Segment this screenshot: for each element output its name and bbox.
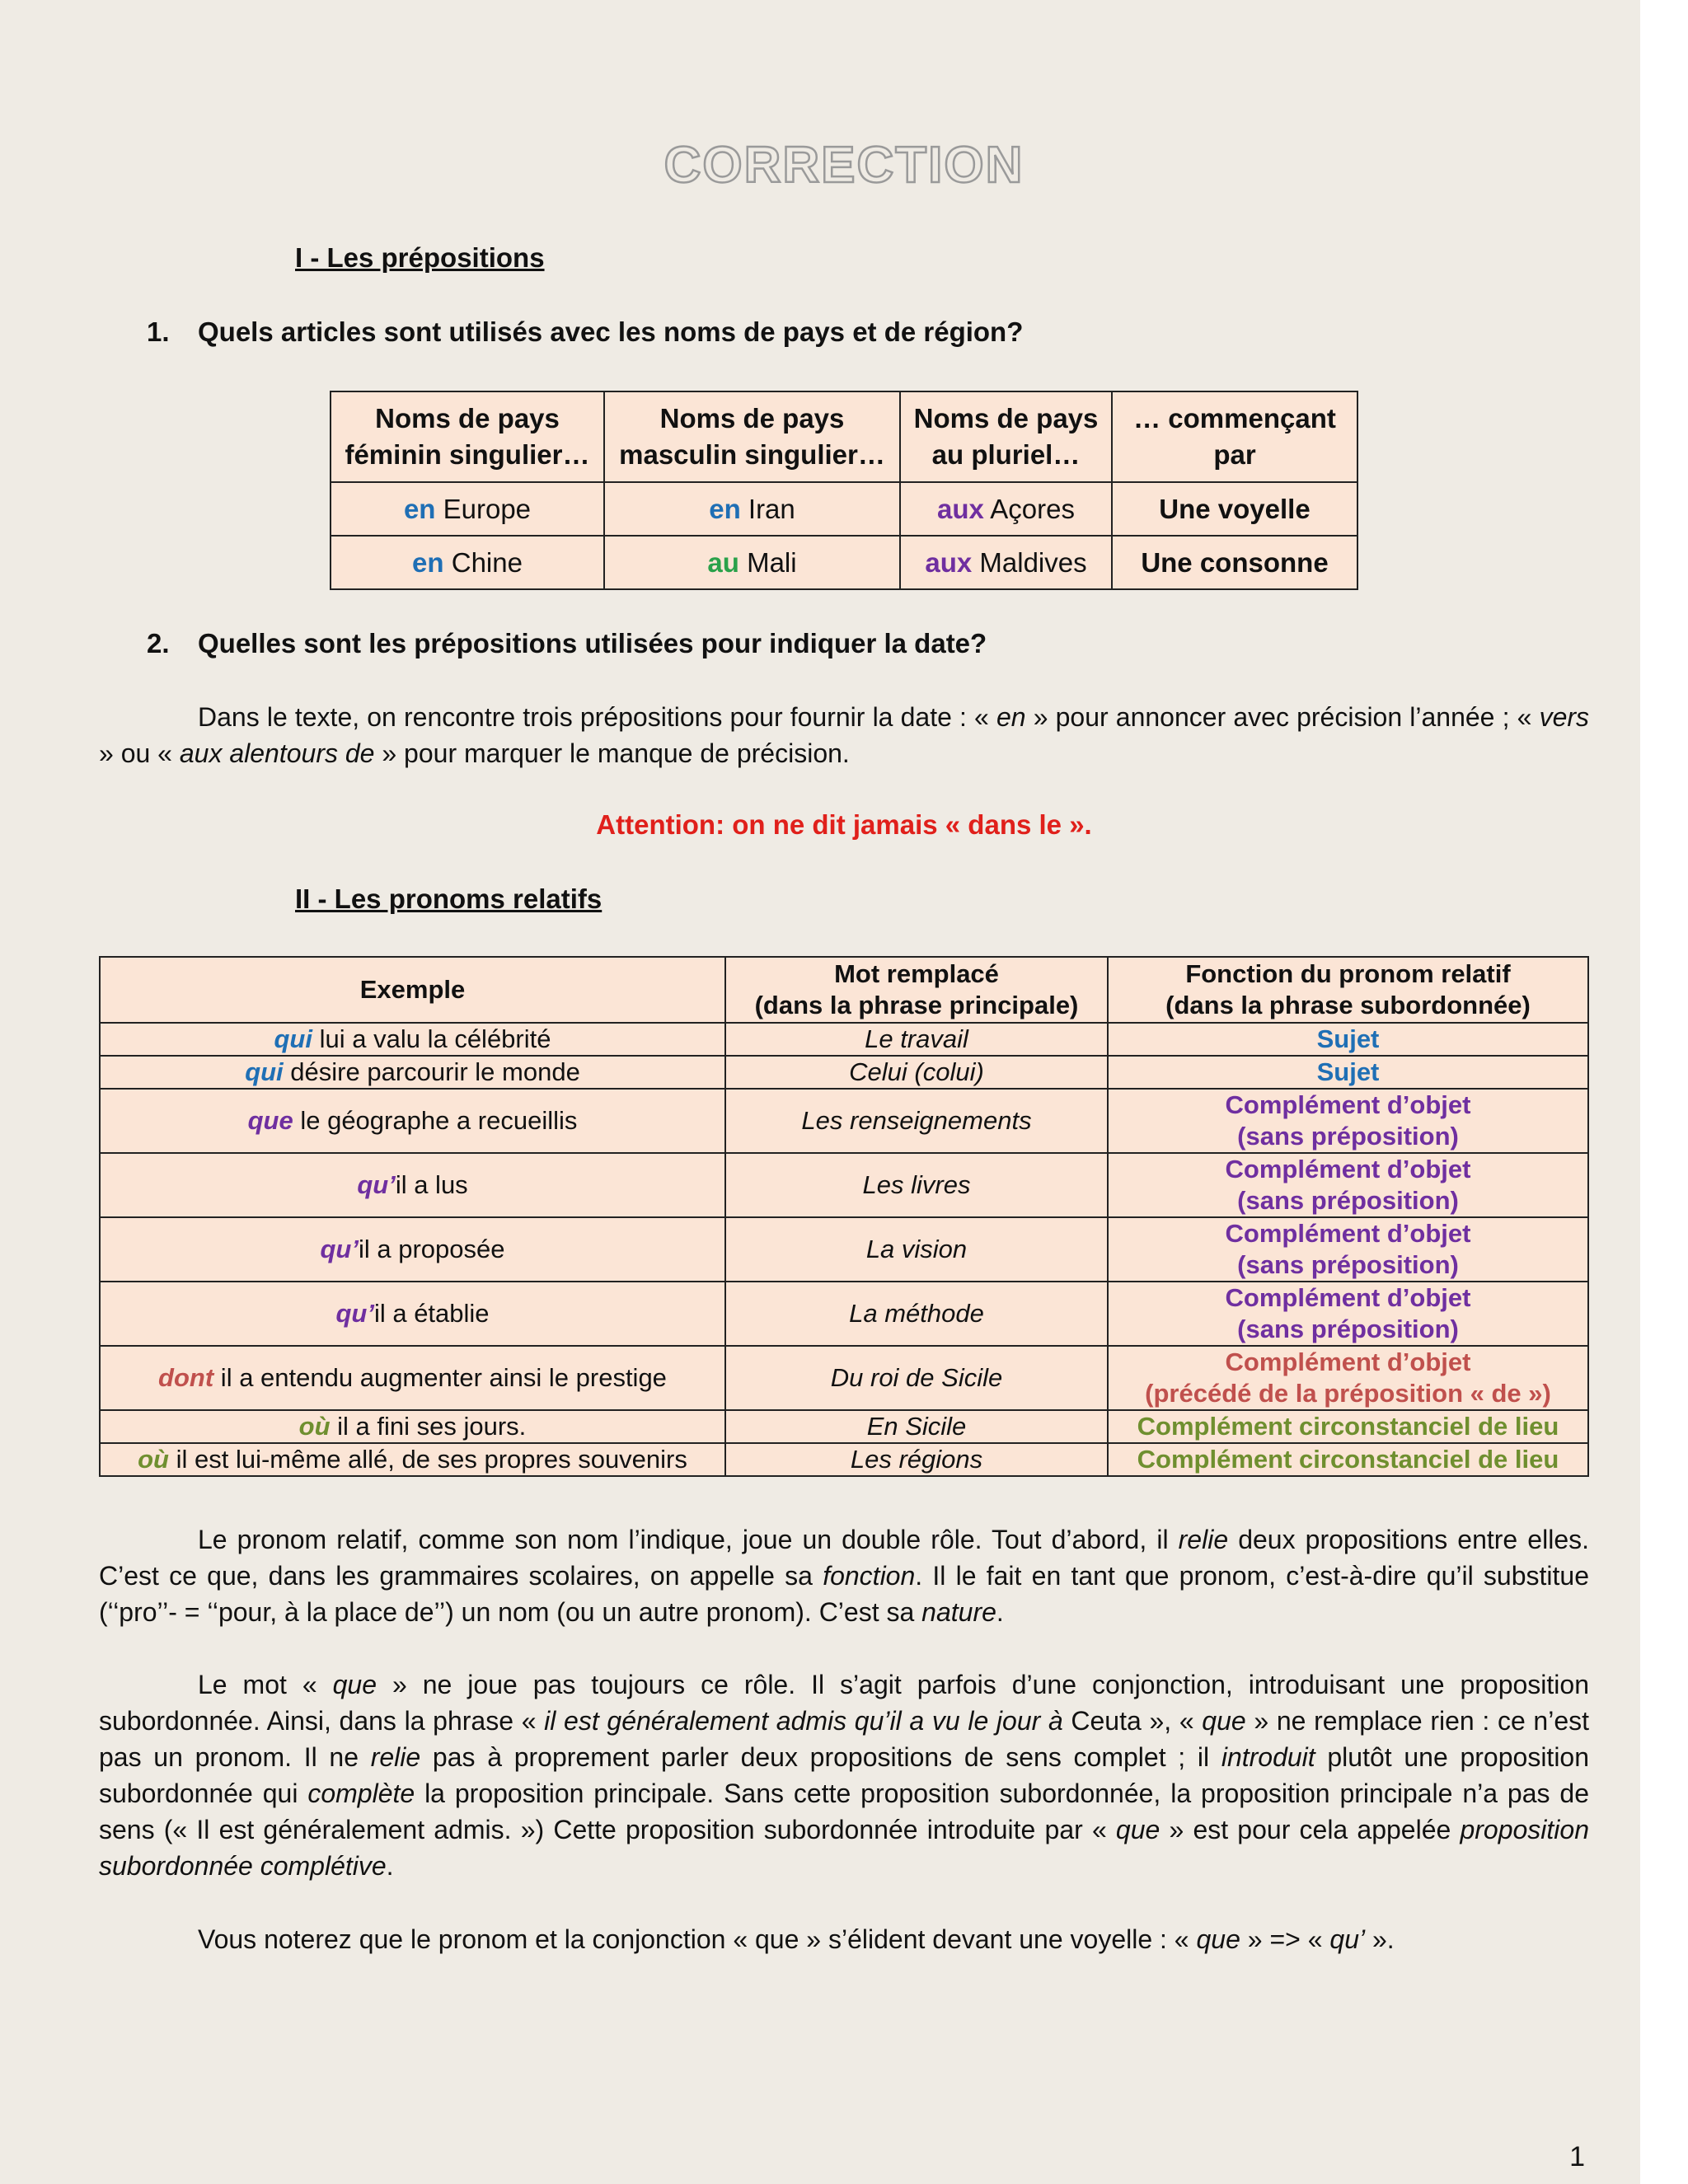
table-row [100,1410,1588,1443]
example-text: il a établie [373,1299,490,1328]
pronouns-table [99,956,1589,1477]
replaced-word-cell: Les régions [725,1443,1108,1476]
example-cell [100,1217,725,1282]
relative-pronoun: dont [158,1363,214,1392]
table-header-cell: Mot remplacé (dans la phrase principale) [725,957,1108,1023]
table-header-row [331,391,1357,482]
replaced-word-cell: En Sicile [725,1410,1108,1443]
country: Maldives [972,546,1087,578]
replaced-word-cell: Du roi de Sicile [725,1346,1108,1410]
replaced-word-cell: Les renseignements [725,1089,1108,1153]
example-text: il a entendu augmenter ainsi le prestige [213,1363,667,1392]
function-cell: Complément d’objet (sans préposition) [1108,1089,1588,1153]
text: » est pour cela appelée [1160,1815,1461,1844]
paragraph-dates [99,699,1589,771]
question-2: Quelles sont les prépositions utilisées pour indiquer la date? [198,628,987,658]
table-row [100,1443,1588,1476]
table-row [331,536,1357,589]
text: pas à proprement parler deux propositions de sens complet ; il [420,1742,1221,1772]
question-1-number: 1. [147,316,170,347]
relative-pronoun: qu’ [357,1170,396,1199]
example-text: il a lus [395,1170,468,1199]
paragraph-relative-pronoun [99,1521,1589,1630]
example-text: il a fini ses jours. [330,1412,527,1441]
function-cell: Sujet [1108,1056,1588,1089]
article: au [707,546,739,578]
text: que [1115,1815,1160,1844]
text: plutôt une proposition subordonnée qui [99,1742,1590,1808]
text: relie [370,1742,421,1772]
text: » => « [1240,1924,1330,1954]
text: aux alentours de [179,738,375,768]
page-title: CORRECTION [663,137,1025,194]
function-cell: Complément circonstanciel de lieu [1108,1410,1588,1443]
table-row [100,1023,1588,1056]
table-header-cell: Noms de pays féminin singulier… [331,391,604,482]
table-row [100,1089,1588,1153]
table-header-cell: Fonction du pronom relatif (dans la phrase subordonnée) [1108,957,1588,1023]
table-row [100,1282,1588,1346]
article: en [403,493,436,524]
text: que [1202,1706,1246,1736]
relative-pronoun: où [298,1412,331,1441]
text: » ne joue pas toujours ce rôle. Il s’agit parfois d’une conjonction, introduisant une proposition subordonnée. Ainsi, dans la phrase « [99,1670,1590,1736]
article: aux [925,546,973,578]
page-number: 1 [1569,2141,1585,2172]
example-text: il est lui-même allé, de ses propres souvenirs [169,1445,687,1474]
text: relie [1178,1525,1229,1554]
example-cell [100,1346,725,1410]
article: en [412,546,444,578]
text: Dans le texte, on rencontre trois prépositions pour fournir la date : « [198,702,996,732]
text: Le mot « [198,1670,333,1699]
text: deux propositions entre elles. C’est ce que, dans les grammaires scolaires, on appelle sa [99,1525,1590,1591]
example-text: lui a valu la célébrité [312,1024,551,1053]
replaced-word-cell: Le travail [725,1023,1108,1056]
text: . [386,1851,394,1881]
article: aux [937,493,984,524]
text: » pour marquer le manque de précision. [374,738,850,768]
text: complète [307,1779,415,1808]
table-cell [604,536,900,589]
example-text: il a proposée [358,1235,505,1263]
example-cell [100,1056,725,1089]
function-cell: Complément d’objet (sans préposition) [1108,1217,1588,1282]
text: » ou « [99,738,180,768]
table-header-cell: Noms de pays masculin singulier… [604,391,900,482]
country: Europe [435,493,532,524]
example-text: le géographe a recueillis [293,1106,578,1135]
table-header-cell: Noms de pays au pluriel… [900,391,1112,482]
paragraph-conjunction [99,1666,1589,1884]
country: Açores [983,493,1075,524]
table-header-cell: … commençant par [1112,391,1357,482]
text: Ceuta », « [1062,1706,1203,1736]
text: Vous noterez que le pronom et la conjonction « que » s’élident devant une voyelle : « [198,1924,1197,1954]
text: » pour annoncer avec précision l’année ; « [1025,702,1540,732]
question-2-number: 2. [147,628,170,658]
table-row [100,1217,1588,1282]
table-cell: Une voyelle [1112,482,1357,536]
example-cell [100,1282,725,1346]
text: proposition subordonnée complétive [99,1815,1589,1881]
text: fonction [823,1561,916,1591]
paragraph-elision [99,1921,1589,1957]
table-cell [331,482,604,536]
table-cell: Une consonne [1112,536,1357,589]
example-cell [100,1443,725,1476]
text: la proposition principale. Sans cette proposition subordonnée, la proposition principale n’a pas de sens (« Il est généralement admis. ») Cette proposition subordonnée introduite par « [99,1779,1590,1844]
relative-pronoun: qui [245,1057,284,1086]
text: que [332,1670,377,1699]
text: . Il le fait en tant que pronom, c’est-à-dire qu’il substitue (‘‘pro’’- = ‘‘pour, à la place de’’) un nom (ou un autre pronom). C’est sa [99,1561,1589,1627]
function-cell: Complément d’objet (sans préposition) [1108,1153,1588,1217]
table-cell [604,482,900,536]
country: Chine [443,546,523,578]
relative-pronoun: qui [274,1024,312,1053]
example-cell [100,1023,725,1056]
function-cell: Complément d’objet (précédé de la préposition « de ») [1108,1346,1588,1410]
example-text: désire parcourir le monde [283,1057,580,1086]
relative-pronoun: où [138,1445,169,1474]
example-cell [100,1410,725,1443]
example-cell [100,1089,725,1153]
relative-pronoun: qu’ [335,1299,374,1328]
relative-pronoun: qu’ [320,1235,359,1263]
question-1: Quels articles sont utilisés avec les noms de pays et de région? [198,316,1024,347]
replaced-word-cell: Celui (colui) [725,1056,1108,1089]
text: en [996,702,1026,732]
table-cell [900,536,1112,589]
example-cell [100,1153,725,1217]
table-header-row [100,957,1588,1023]
text: il est généralement admis qu’il a vu le jour à [544,1706,1063,1736]
attention-note: Attention: on ne dit jamais « dans le ». [596,809,1092,840]
table-cell [331,536,604,589]
country: Iran [740,493,795,524]
table-row [100,1056,1588,1089]
section-heading-pronouns: II - Les pronoms relatifs [295,883,603,914]
replaced-word-cell: La méthode [725,1282,1108,1346]
article: en [709,493,741,524]
section-heading-prepositions: I - Les prépositions [295,242,545,273]
replaced-word-cell: La vision [725,1217,1108,1282]
text: qu’ [1329,1924,1366,1954]
text: vers [1539,702,1590,732]
table-cell [900,482,1112,536]
countries-table [330,391,1358,590]
table-row [331,482,1357,536]
text: ». [1365,1924,1395,1954]
text: » ne remplace rien : ce n’est pas un pronom. Il ne [99,1706,1590,1772]
text: Le pronom relatif, comme son nom l’indique, joue un double rôle. Tout d’abord, il [198,1525,1179,1554]
replaced-word-cell: Les livres [725,1153,1108,1217]
function-cell: Complément circonstanciel de lieu [1108,1443,1588,1476]
function-cell: Complément d’objet (sans préposition) [1108,1282,1588,1346]
country: Mali [738,546,797,578]
text: nature [921,1597,996,1627]
table-row [100,1153,1588,1217]
function-cell: Sujet [1108,1023,1588,1056]
table-row [100,1346,1588,1410]
text: que [1196,1924,1240,1954]
table-header-cell: Exemple [100,957,725,1023]
text: . [996,1597,1004,1627]
text: introduit [1221,1742,1315,1772]
relative-pronoun: que [247,1106,293,1135]
